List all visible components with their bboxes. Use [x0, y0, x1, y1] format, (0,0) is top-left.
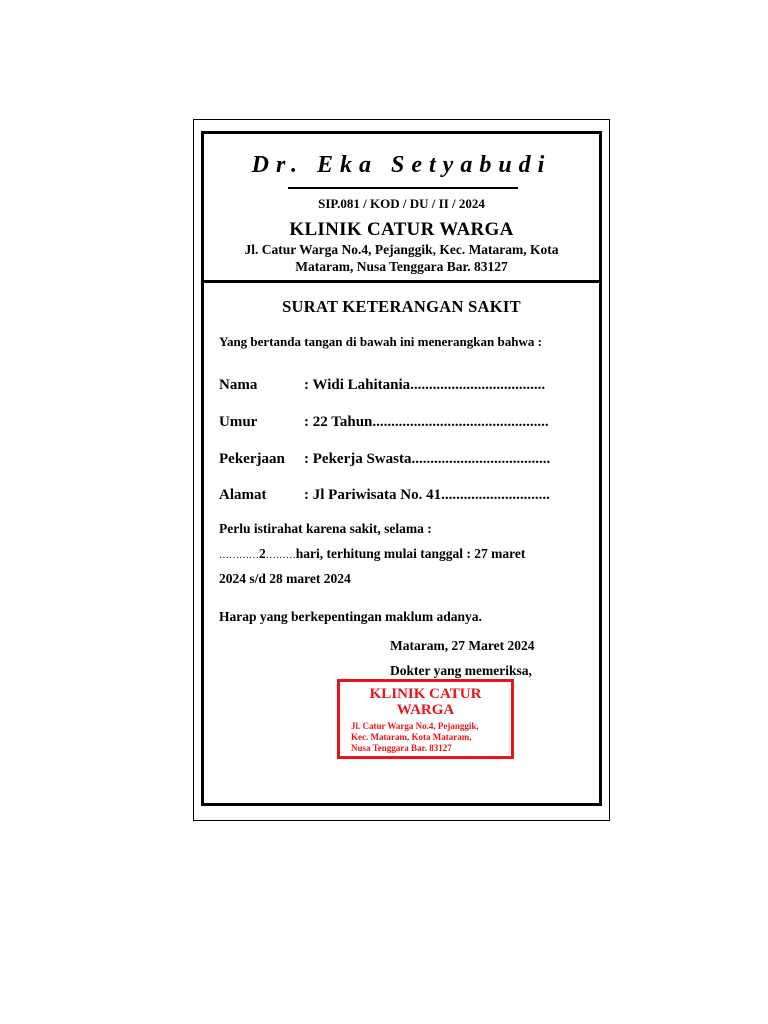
- doctor-name: Dr. Eka Setyabudi: [251, 152, 552, 178]
- dots-before: …………: [219, 550, 259, 561]
- place-date: Mataram, 27 Maret 2024: [390, 638, 535, 653]
- value-pekerjaan: : Pekerja Swasta.....................................: [304, 451, 551, 467]
- letterhead: [204, 134, 599, 283]
- label-nama: Nama: [219, 377, 258, 393]
- letter-title: SURAT KETERANGAN SAKIT: [282, 297, 521, 316]
- examiner-label: Dokter yang memeriksa,: [390, 663, 532, 678]
- rest-statement: Perlu istirahat karena sakit, selama :: [219, 521, 432, 536]
- clinic-stamp: [337, 679, 514, 759]
- label-alamat: Alamat: [219, 487, 267, 503]
- letter-body: [204, 283, 599, 803]
- rest-days-line: [219, 546, 525, 562]
- value-alamat: : Jl Pariwisata No. 41.............................: [304, 487, 550, 503]
- name-underline: [288, 187, 518, 189]
- stamp-address: [351, 721, 479, 754]
- stamp-title: [340, 686, 511, 718]
- rest-days-value: 2: [259, 546, 266, 561]
- dots-after: ………: [265, 550, 296, 561]
- closing-text: Harap yang berkepentingan maklum adanya.: [219, 609, 482, 624]
- stamp-address-line-1: Jl. Catur Warga No.4, Pejanggik,: [351, 721, 479, 731]
- label-umur: Umur: [219, 414, 258, 430]
- intro-text: Yang bertanda tangan di bawah ini menerangkan bahwa :: [219, 334, 542, 349]
- rest-date-range: 2024 s/d 28 maret 2024: [219, 571, 351, 586]
- rest-days-text: hari, terhitung mulai tanggal : 27 maret: [295, 546, 526, 561]
- stamp-address-line-2: Kec. Mataram, Kota Mataram,: [351, 732, 472, 742]
- sick-letter-card: [201, 131, 602, 806]
- value-nama: : Widi Lahitania....................................: [304, 377, 546, 393]
- address-line-1: Jl. Catur Warga No.4, Pejanggik, Kec. Mataram, Kota: [244, 242, 559, 257]
- clinic-address: [218, 241, 585, 275]
- label-pekerjaan: Pekerjaan: [219, 451, 285, 467]
- address-line-2: Mataram, Nusa Tenggara Bar. 83127: [295, 259, 508, 274]
- stamp-address-line-3: Nusa Tenggara Bar. 83127: [351, 743, 452, 753]
- value-umur: : 22 Tahun...............................................: [304, 414, 549, 430]
- stamp-title-line-1: KLINIK CATUR: [369, 686, 482, 702]
- clinic-name: KLINIK CATUR WARGA: [289, 219, 514, 240]
- stamp-title-line-2: WARGA: [396, 702, 455, 718]
- license-number: SIP.081 / KOD / DU / II / 2024: [318, 196, 485, 211]
